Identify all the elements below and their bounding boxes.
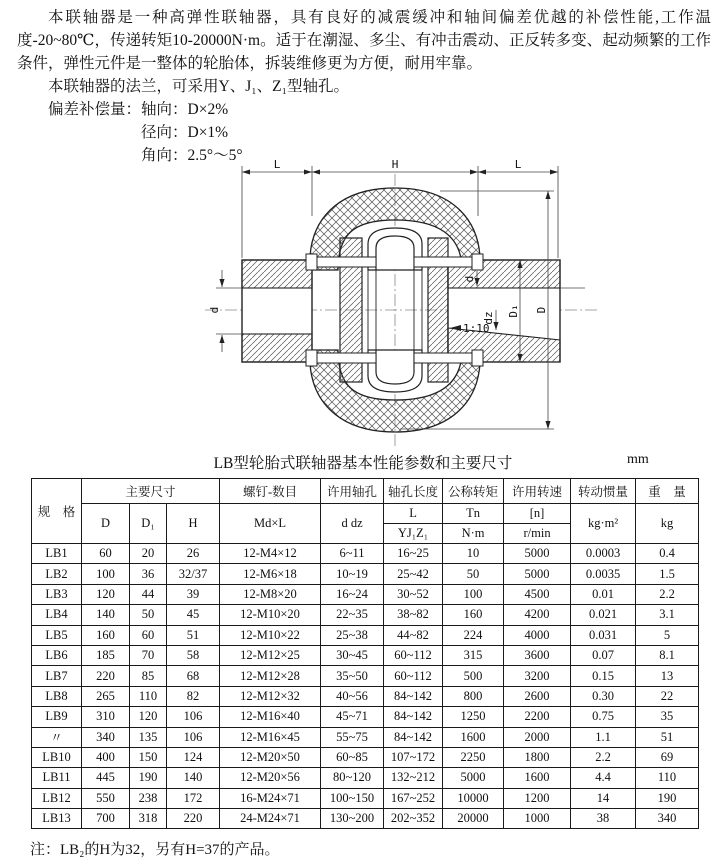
left-shaft (242, 260, 312, 362)
weight-cell: 3.1 (636, 605, 699, 625)
header-bore-sub: d dz (321, 504, 384, 544)
torque-cell: 20000 (443, 809, 504, 829)
table-title: LB型轮胎式联轴器基本性能参数和主要尺寸 (213, 455, 513, 472)
compensation-radial-line: 径向：D×1% (141, 124, 229, 141)
inertia-cell: 0.75 (571, 707, 636, 727)
d1-cell: 36 (130, 564, 167, 584)
inertia-cell: 38 (571, 809, 636, 829)
coupling-cross-section (0, 158, 726, 456)
table-row (32, 788, 699, 808)
d-cell: 310 (82, 707, 130, 727)
h-cell: 68 (167, 666, 220, 686)
screws-cell: 12-M12×25 (220, 645, 321, 665)
bore-cell: 10~19 (321, 564, 384, 584)
spec-cell: LB7 (32, 666, 82, 686)
header-speed-unit: r/min (504, 524, 571, 544)
d1-cell: 20 (130, 544, 167, 564)
h-cell: 220 (167, 809, 220, 829)
taper-label: 1:10 (463, 322, 490, 335)
screws-cell: 12-M4×12 (220, 544, 321, 564)
table-row (32, 747, 699, 767)
table-row (32, 564, 699, 584)
torque-cell: 2250 (443, 747, 504, 767)
screws-cell: 12-M6×18 (220, 564, 321, 584)
speed-cell: 1000 (504, 809, 571, 829)
bore-cell: 80~120 (321, 768, 384, 788)
bore-length-cell: 202~352 (384, 809, 443, 829)
d-cell: 700 (82, 809, 130, 829)
header-bore: 许用轴孔 (321, 479, 384, 504)
dim-label-D: D (535, 306, 548, 314)
d1-cell: 135 (130, 727, 167, 747)
table-row (32, 584, 699, 604)
torque-cell: 100 (443, 584, 504, 604)
torque-cell: 10000 (443, 788, 504, 808)
header-bore-length-L: L (384, 504, 443, 524)
dim-label-D1: D₁ (507, 304, 520, 318)
table-row (32, 625, 699, 645)
spec-cell: LB3 (32, 584, 82, 604)
bore-length-cell: 60~112 (384, 645, 443, 665)
speed-cell: 4000 (504, 625, 571, 645)
inertia-cell: 2.2 (571, 747, 636, 767)
weight-cell: 8.1 (636, 645, 699, 665)
dim-label-d-right: d (463, 275, 476, 283)
intro-paragraph-2: 本联轴器的法兰，可采用Y、J₁、Z₁型轴孔。 (48, 78, 350, 95)
spec-cell: LB9 (32, 707, 82, 727)
d1-cell: 120 (130, 707, 167, 727)
d1-cell: 44 (130, 584, 167, 604)
bore-cell: 22~35 (321, 605, 384, 625)
header-torque: 公称转矩 (443, 479, 504, 504)
d-cell: 60 (82, 544, 130, 564)
weight-cell: 51 (636, 727, 699, 747)
h-cell: 140 (167, 768, 220, 788)
spec-cell: LB8 (32, 686, 82, 706)
table-row (32, 544, 699, 564)
spec-cell: LB13 (32, 809, 82, 829)
screws-cell: 12-M20×56 (220, 768, 321, 788)
compensation-label: 偏差补偿量： (48, 101, 142, 118)
table-header (32, 479, 699, 544)
torque-cell: 315 (443, 645, 504, 665)
torque-cell: 5000 (443, 768, 504, 788)
spec-cell: LB1 (32, 544, 82, 564)
table-row (32, 645, 699, 665)
table-row (32, 707, 699, 727)
speed-cell: 1200 (504, 788, 571, 808)
bore-cell: 35~50 (321, 666, 384, 686)
footnote: 注：LB₂的H为32，另有H=37的产品。 (30, 842, 280, 858)
table-row (32, 666, 699, 686)
d-cell: 400 (82, 747, 130, 767)
inertia-cell: 0.031 (571, 625, 636, 645)
bore-cell: 25~38 (321, 625, 384, 645)
torque-cell: 800 (443, 686, 504, 706)
header-torque-symbol: Tn (443, 504, 504, 524)
header-speed: 许用转速 (504, 479, 571, 504)
d-cell: 100 (82, 564, 130, 584)
d1-cell: 150 (130, 747, 167, 767)
header-bore-length: 轴孔长度 (384, 479, 443, 504)
bore-length-cell: 60~112 (384, 666, 443, 686)
header-bore-length-types: YJ₁Z₁ (384, 524, 443, 544)
h-cell: 26 (167, 544, 220, 564)
weight-cell: 110 (636, 768, 699, 788)
d1-cell: 50 (130, 605, 167, 625)
weight-cell: 0.4 (636, 544, 699, 564)
bore-length-cell: 84~142 (384, 686, 443, 706)
d1-cell: 60 (130, 625, 167, 645)
d-cell: 265 (82, 686, 130, 706)
screws-cell: 12-M12×28 (220, 666, 321, 686)
spec-cell: LB5 (32, 625, 82, 645)
d-cell: 160 (82, 625, 130, 645)
header-speed-symbol: [n] (504, 504, 571, 524)
bore-length-cell: 16~25 (384, 544, 443, 564)
bore-length-cell: 25~42 (384, 564, 443, 584)
dim-label-d-left: d (208, 306, 221, 314)
d-cell: 550 (82, 788, 130, 808)
torque-cell: 1250 (443, 707, 504, 727)
d-cell: 340 (82, 727, 130, 747)
bore-length-cell: 44~82 (384, 625, 443, 645)
bore-cell: 130~200 (321, 809, 384, 829)
intro-text (17, 6, 711, 167)
weight-cell: 190 (636, 788, 699, 808)
screws-cell: 24-M24×71 (220, 809, 321, 829)
speed-cell: 3200 (504, 666, 571, 686)
bore-length-cell: 84~142 (384, 707, 443, 727)
inertia-cell: 0.07 (571, 645, 636, 665)
bore-cell: 45~71 (321, 707, 384, 727)
header-screws: 螺钉-数目 (220, 479, 321, 504)
bore-cell: 16~24 (321, 584, 384, 604)
compensation-axial-line (17, 98, 711, 121)
screws-cell: 16-M24×71 (220, 788, 321, 808)
table-unit: mm (627, 452, 649, 467)
speed-cell: 4500 (504, 584, 571, 604)
compensation-axial: 轴向：D×2% (141, 101, 229, 118)
table-row (32, 727, 699, 747)
h-cell: 106 (167, 727, 220, 747)
dim-label-H: H (391, 158, 399, 171)
inertia-cell: 14 (571, 788, 636, 808)
table-row (32, 605, 699, 625)
inertia-cell: 0.15 (571, 666, 636, 686)
h-cell: 106 (167, 707, 220, 727)
torque-cell: 10 (443, 544, 504, 564)
coupling-spec-table (31, 478, 699, 829)
screws-cell: 12-M20×50 (220, 747, 321, 767)
h-cell: 51 (167, 625, 220, 645)
d1-cell: 318 (130, 809, 167, 829)
spec-cell: LB2 (32, 564, 82, 584)
speed-cell: 5000 (504, 544, 571, 564)
bore-cell: 40~56 (321, 686, 384, 706)
dim-label-L-left: L (273, 158, 281, 171)
torque-cell: 50 (443, 564, 504, 584)
bore-length-cell: 107~172 (384, 747, 443, 767)
compensation-angular-line: 角向：2.5°～5° (141, 147, 243, 164)
torque-cell: 500 (443, 666, 504, 686)
weight-cell: 5 (636, 625, 699, 645)
d1-cell: 238 (130, 788, 167, 808)
torque-cell: 224 (443, 625, 504, 645)
table-row (32, 809, 699, 829)
table-row (32, 686, 699, 706)
weight-cell: 340 (636, 809, 699, 829)
header-spec: 规 格 (32, 479, 82, 544)
screws-cell: 12-M16×45 (220, 727, 321, 747)
weight-cell: 1.5 (636, 564, 699, 584)
header-inertia: 转动惯量 (571, 479, 636, 504)
d-cell: 140 (82, 605, 130, 625)
header-D: D (82, 504, 130, 544)
header-screws-sub: Md×L (220, 504, 321, 544)
inertia-cell: 0.0003 (571, 544, 636, 564)
speed-cell: 2000 (504, 727, 571, 747)
h-cell: 39 (167, 584, 220, 604)
bore-cell: 55~75 (321, 727, 384, 747)
screws-cell: 12-M10×20 (220, 605, 321, 625)
inertia-cell: 0.0035 (571, 564, 636, 584)
speed-cell: 1600 (504, 768, 571, 788)
header-inertia-unit: kg·m² (571, 504, 636, 544)
spec-cell: 〃 (32, 727, 82, 747)
bore-length-cell: 132~212 (384, 768, 443, 788)
dim-label-dz: dz (482, 311, 495, 325)
inertia-cell: 0.021 (571, 605, 636, 625)
h-cell: 32/37 (167, 564, 220, 584)
screws-cell: 12-M16×40 (220, 707, 321, 727)
screws-cell: 12-M12×32 (220, 686, 321, 706)
d-cell: 220 (82, 666, 130, 686)
weight-cell: 2.2 (636, 584, 699, 604)
weight-cell: 22 (636, 686, 699, 706)
header-main-dims: 主要尺寸 (82, 479, 220, 504)
inertia-cell: 0.30 (571, 686, 636, 706)
speed-cell: 2600 (504, 686, 571, 706)
inertia-cell: 1.1 (571, 727, 636, 747)
weight-cell: 13 (636, 666, 699, 686)
screws-cell: 12-M8×20 (220, 584, 321, 604)
header-H: H (167, 504, 220, 544)
spec-cell: LB12 (32, 788, 82, 808)
speed-cell: 1800 (504, 747, 571, 767)
spec-cell: LB6 (32, 645, 82, 665)
d1-cell: 190 (130, 768, 167, 788)
bore-cell: 6~11 (321, 544, 384, 564)
d-cell: 185 (82, 645, 130, 665)
speed-cell: 5000 (504, 564, 571, 584)
torque-cell: 160 (443, 605, 504, 625)
h-cell: 124 (167, 747, 220, 767)
d1-cell: 85 (130, 666, 167, 686)
header-weight: 重 量 (636, 479, 699, 504)
d-cell: 120 (82, 584, 130, 604)
spec-cell: LB10 (32, 747, 82, 767)
bore-cell: 30~45 (321, 645, 384, 665)
h-cell: 172 (167, 788, 220, 808)
d1-cell: 110 (130, 686, 167, 706)
h-cell: 45 (167, 605, 220, 625)
inertia-cell: 4.4 (571, 768, 636, 788)
h-cell: 58 (167, 645, 220, 665)
table-title-row (0, 451, 726, 473)
intro-paragraph-1: 本联轴器是一种高弹性联轴器，具有良好的减震缓冲和轴间偏差优越的补偿性能,工作温度-20~80℃，传递转矩10-20000N·m。适于在潮湿、多尘、有冲击震动、正反转多变、起动频繁的工作条件，弹性元件是一整体的轮胎体，拆装维修更为方便，耐用牢靠。 (17, 9, 711, 72)
inertia-cell: 0.01 (571, 584, 636, 604)
bore-length-cell: 84~142 (384, 727, 443, 747)
bore-cell: 100~150 (321, 788, 384, 808)
bore-length-cell: 167~252 (384, 788, 443, 808)
speed-cell: 4200 (504, 605, 571, 625)
header-D1: D₁ (130, 504, 167, 544)
h-cell: 82 (167, 686, 220, 706)
bore-length-cell: 30~52 (384, 584, 443, 604)
weight-cell: 69 (636, 747, 699, 767)
header-torque-unit: N·m (443, 524, 504, 544)
bore-cell: 60~85 (321, 747, 384, 767)
speed-cell: 3600 (504, 645, 571, 665)
torque-cell: 1600 (443, 727, 504, 747)
d-cell: 445 (82, 768, 130, 788)
screws-cell: 12-M10×22 (220, 625, 321, 645)
bore-length-cell: 38~82 (384, 605, 443, 625)
dim-label-L-right: L (514, 158, 522, 171)
table-row (32, 768, 699, 788)
spec-cell: LB11 (32, 768, 82, 788)
table-body (32, 544, 699, 829)
d1-cell: 70 (130, 645, 167, 665)
spec-cell: LB4 (32, 605, 82, 625)
weight-cell: 35 (636, 707, 699, 727)
header-weight-unit: kg (636, 504, 699, 544)
coupling-drawing (0, 158, 726, 456)
speed-cell: 2200 (504, 707, 571, 727)
